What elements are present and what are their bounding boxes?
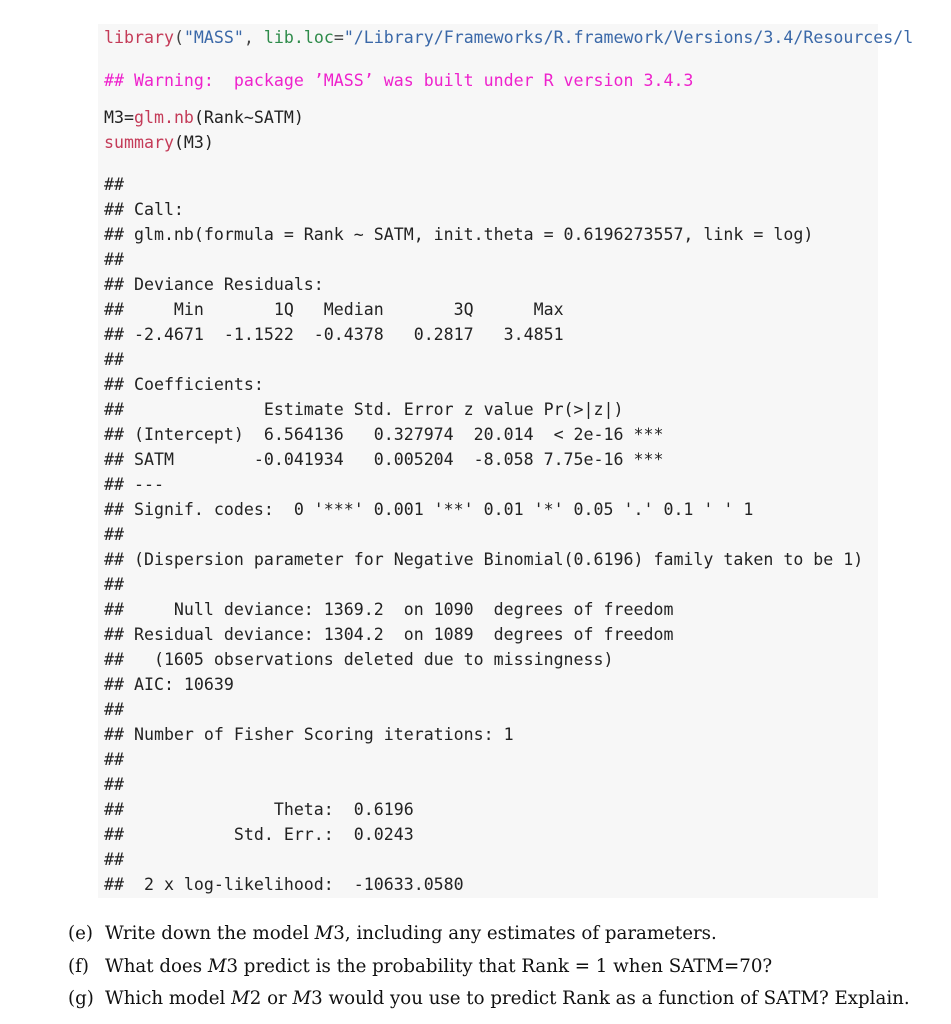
output-line: ## (104, 175, 124, 194)
model-lhs: M3= (104, 108, 134, 127)
question-item (68, 918, 910, 951)
output-line: ## Min 1Q Median 3Q Max (104, 300, 564, 319)
summary-call-line (104, 130, 214, 155)
output-line: ## AIC: 10639 (104, 675, 234, 694)
question-item (68, 951, 910, 984)
library-package-string: "MASS" (183, 28, 244, 47)
question-label: (f) (68, 955, 89, 977)
library-call-line (104, 25, 913, 50)
model-symbol: M (314, 923, 334, 944)
question-item (68, 983, 910, 1016)
question-text: predict is the probability that Rank = 1 when SATM=70? (238, 955, 773, 977)
output-line: ## Signif. codes: 0 '***' 0.001 '**' 0.01 '*' 0.05 '.' 0.1 ' ' 1 (104, 500, 754, 519)
question-text: , including any estimates of parameters. (344, 923, 717, 944)
summary-output (104, 172, 863, 897)
output-line: ## (104, 575, 124, 594)
question-text: What does (105, 955, 208, 977)
summary-function: summary (104, 133, 174, 152)
question-label: (e) (68, 923, 93, 944)
model-args: (Rank~SATM) (193, 108, 304, 127)
output-line: ## Std. Err.: 0.0243 (104, 825, 414, 844)
output-line: ## glm.nb(formula = Rank ~ SATM, init.theta = 0.6196273557, link = log) (104, 225, 814, 244)
output-line: ## (104, 250, 124, 269)
output-line: ## 2 x log-likelihood: -10633.0580 (104, 875, 464, 894)
output-line: ## Call: (104, 200, 184, 219)
output-line: ## (Intercept) 6.564136 0.327974 20.014 < 2e-16 *** (104, 425, 664, 444)
question-text: or (261, 988, 293, 1009)
output-line: ## Null deviance: 1369.2 on 1090 degrees of freedom (104, 600, 674, 619)
library-equals: = (333, 28, 344, 47)
output-line: ## (104, 850, 124, 869)
output-line: ## Coefficients: (104, 375, 264, 394)
model-number: 3 (311, 988, 323, 1009)
glm-nb-function: glm.nb (133, 108, 194, 127)
output-line: ## (104, 350, 124, 369)
question-text: Write down the model (105, 923, 315, 944)
library-open-paren: ( (173, 28, 184, 47)
output-line: ## (104, 750, 124, 769)
model-number: 3 (333, 923, 345, 944)
output-line: ## (104, 525, 124, 544)
output-line: ## Residual deviance: 1304.2 on 1089 degrees of freedom (104, 625, 674, 644)
model-symbol: M (231, 988, 250, 1009)
library-arg-name: lib.loc (263, 28, 334, 47)
output-line: ## Estimate Std. Error z value Pr(>|z|) (104, 400, 624, 419)
model-symbol: M (292, 988, 312, 1009)
warning-message: ## Warning: package ’MASS’ was built under R version 3.4.3 (104, 71, 694, 90)
output-line: ## (104, 700, 124, 719)
library-comma: , (243, 28, 264, 47)
question-text: would you use to predict Rank as a function of SATM? Explain. (322, 988, 910, 1009)
output-line: ## Deviance Residuals: (104, 275, 324, 294)
output-line: ## (1605 observations deleted due to missingness) (104, 650, 614, 669)
summary-args: (M3) (173, 133, 214, 152)
library-function: library (104, 28, 174, 47)
output-line: ## (Dispersion parameter for Negative Binomial(0.6196) family taken to be 1) (104, 550, 864, 569)
output-line: ## Theta: 0.6196 (104, 800, 414, 819)
output-line: ## (104, 775, 124, 794)
library-path-string: "/Library/Frameworks/R.framework/Versions/3.4/Resources/l (343, 28, 914, 47)
model-symbol: M (207, 955, 227, 977)
model-number: 2 (249, 988, 262, 1009)
output-line: ## SATM -0.041934 0.005204 -8.058 7.75e-16 *** (104, 450, 664, 469)
output-line: ## -2.4671 -1.1522 -0.4378 0.2817 3.4851 (104, 325, 564, 344)
question-text: Which model (105, 988, 232, 1009)
output-line: ## Number of Fisher Scoring iterations: 1 (104, 725, 514, 744)
model-assignment-line (104, 105, 304, 130)
question-label: (g) (68, 988, 94, 1009)
model-number: 3 (226, 955, 239, 977)
output-line: ## --- (104, 475, 164, 494)
question-list (68, 918, 910, 1016)
